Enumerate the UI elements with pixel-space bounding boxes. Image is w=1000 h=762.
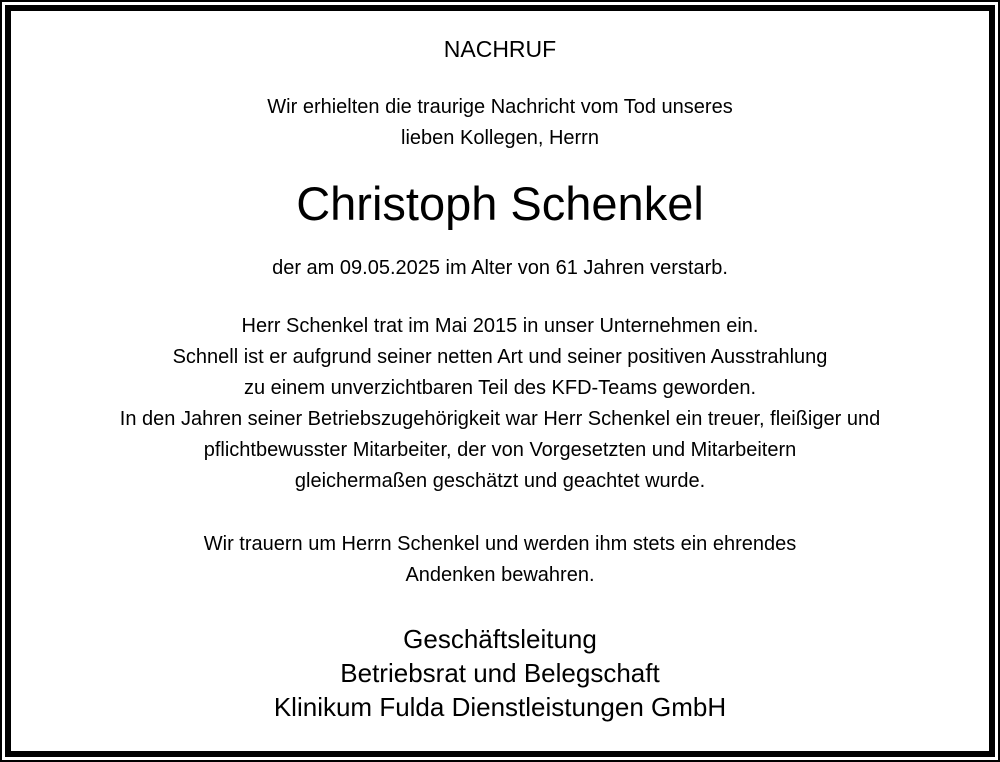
intro-line: lieben Kollegen, Herrn	[401, 127, 599, 149]
body-line: Schnell ist er aufgrund seiner netten Art und seiner positiven Ausstrahlung	[172, 346, 828, 368]
heading: NACHRUF	[443, 36, 557, 62]
death-line: der am 09.05.2025 im Alter von 61 Jahren verstarb.	[272, 257, 728, 279]
signature-line: Geschäftsleitung	[403, 624, 597, 654]
closing-line: Andenken bewahren.	[405, 564, 595, 586]
body-line: gleichermaßen geschätzt und geachtet wurde.	[294, 470, 706, 492]
body-text	[0, 311, 1000, 497]
intro	[0, 92, 1000, 154]
intro-line: Wir erhielten die traurige Nachricht vom Tod unseres	[267, 96, 733, 118]
signature-line: Klinikum Fulda Dienstleistungen GmbH	[273, 692, 727, 722]
body-line: zu einem unverzichtbaren Teil des KFD-Teams geworden.	[243, 377, 757, 399]
body-line: In den Jahren seiner Betriebszugehörigkeit war Herr Schenkel ein treuer, fleißiger und	[119, 408, 881, 430]
body-line: Herr Schenkel trat im Mai 2015 in unser Unternehmen ein.	[241, 315, 759, 337]
closing-text	[0, 529, 1000, 591]
body-line: pflichtbewusster Mitarbeiter, der von Vorgesetzten und Mitarbeitern	[203, 439, 797, 461]
signature-line: Betriebsrat und Belegschaft	[340, 658, 660, 688]
deceased-name: Christoph Schenkel	[296, 177, 704, 230]
closing-line: Wir trauern um Herrn Schenkel und werden ihm stets ein ehrendes	[203, 533, 797, 555]
signature	[0, 622, 1000, 724]
